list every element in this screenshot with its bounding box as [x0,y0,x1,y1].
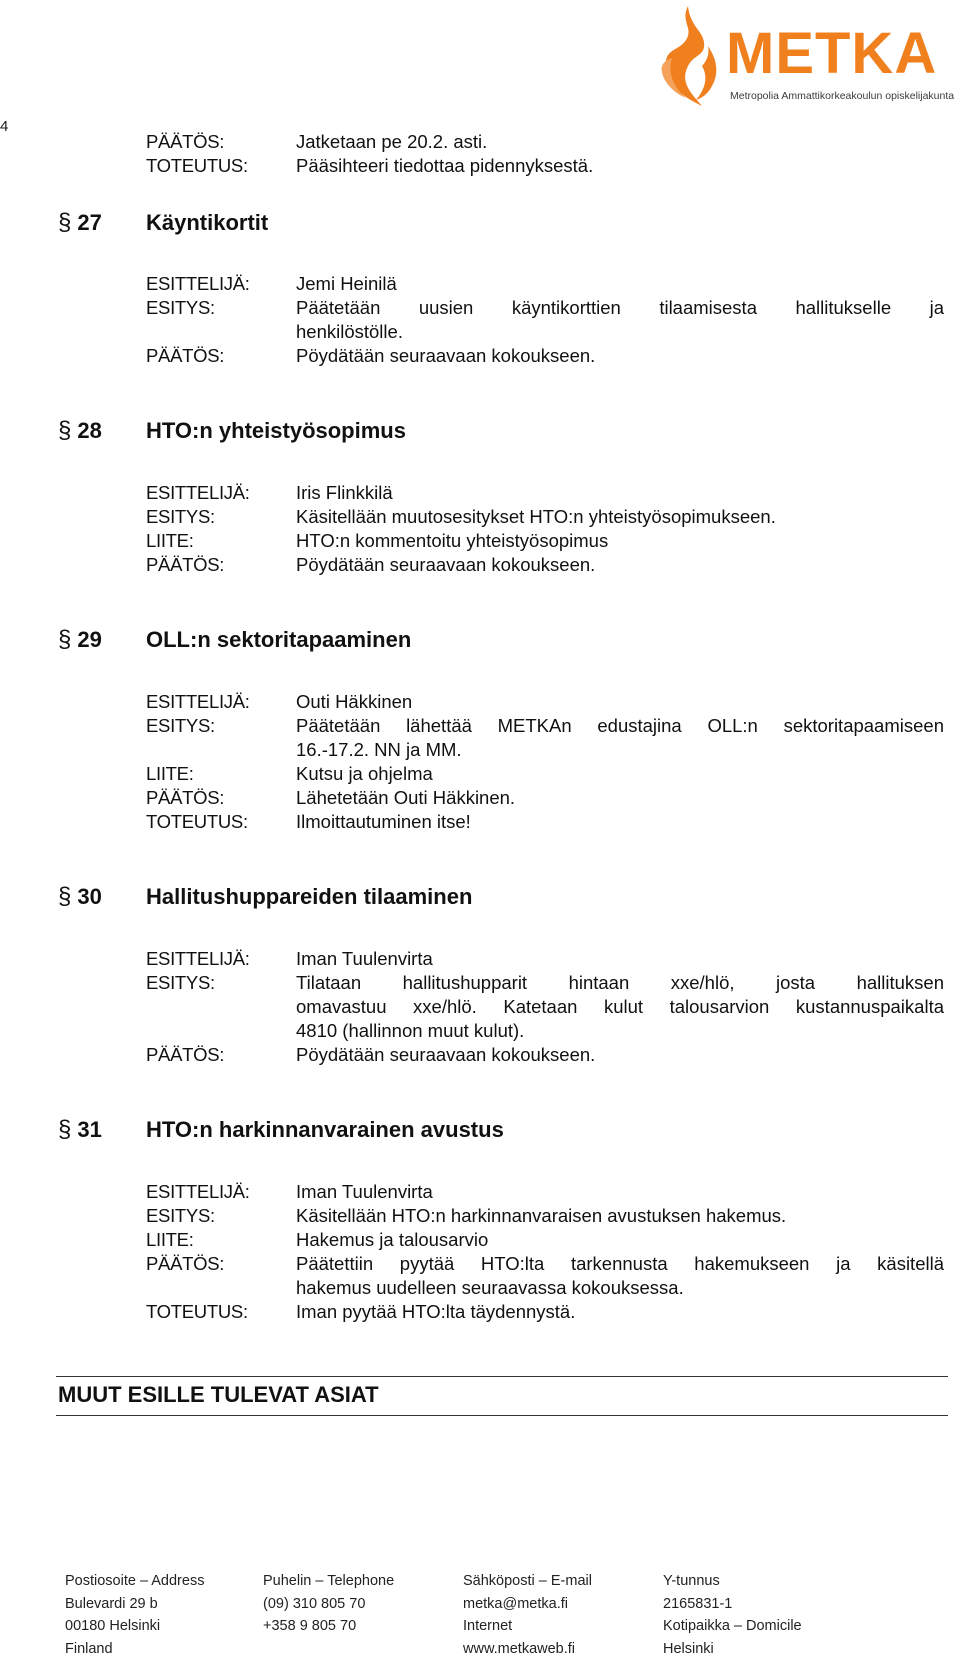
attachment-row [146,529,608,553]
field-label: TOTEUTUS: [146,155,248,176]
field-value: Pääsihteeri tiedottaa pidennyksestä. [296,155,594,176]
section-title: Hallitushuppareiden tilaaminen [146,884,473,909]
field-label: ESITTELIJÄ: [146,948,250,969]
decision-row [146,1252,944,1276]
field-value-continuation: omavastuu xxe/hlö. Katetaan kulut talousarvion kustannuspaikalta [296,996,944,1017]
section-symbol: § [58,1116,72,1143]
proposal-row [146,505,776,529]
field-value: Iman Tuulenvirta [296,1181,433,1202]
field-label: PÄÄTÖS: [146,1044,225,1065]
footer-text: Puhelin – Telephone [263,1573,395,1589]
proposal-row [146,296,944,320]
presenter-row [146,1180,433,1204]
field-label: ESITTELIJÄ: [146,1181,250,1202]
section-title: OLL:n sektoritapaaminen [146,627,412,652]
proposal-row [146,971,944,995]
footer-text: (09) 310 805 70 [263,1595,366,1612]
field-value: Pöydätään seuraavaan kokoukseen. [296,345,596,366]
section-number: 31 [77,1117,102,1142]
proposal-row [146,1204,786,1228]
field-label: LIITE: [146,763,194,784]
section-title: HTO:n harkinnanvarainen avustus [146,1117,504,1142]
field-label: LIITE: [146,530,194,551]
footer-text: Internet [463,1618,513,1634]
field-value-continuation: 16.-17.2. NN ja MM. [296,739,462,760]
presenter-row [146,690,412,714]
footer-address [65,1570,204,1660]
presenter-row [146,947,433,971]
footer-text: 00180 Helsinki [65,1618,161,1634]
footer-business-id [663,1570,802,1660]
field-value: Kutsu ja ohjelma [296,763,433,784]
footer-text: Finland [65,1640,113,1657]
implementation-row [146,1300,575,1324]
field-label: PÄÄTÖS: [146,1253,225,1274]
footer-text: Bulevardi 29 b [65,1595,158,1612]
decision-row [146,786,515,810]
logo-wordmark: METKA [726,21,938,86]
field-label: ESITTELIJÄ: [146,273,250,294]
footer-text: +358 9 805 70 [263,1618,357,1634]
implementation-row [146,810,471,834]
field-value: Jemi Heinilä [296,273,397,294]
metka-logo [650,2,960,114]
field-label: ESITYS: [146,972,215,993]
section-heading [58,1115,504,1145]
decision-row [146,344,595,368]
section-symbol: § [58,883,72,910]
flame-icon [650,2,730,112]
section-heading [58,625,411,655]
section-title: Käyntikortit [146,210,269,235]
attachment-row [146,762,433,786]
field-value: Jatketaan pe 20.2. asti. [296,131,488,152]
field-value-continuation: 4810 (hallinnon muut kulut). [296,1020,525,1041]
field-value: Päätetään uusien käyntikorttien tilaamisesta hallitukselle ja [296,297,944,318]
field-value: Käsitellään HTO:n harkinnanvaraisen avustuksen hakemus. [296,1205,787,1226]
field-value: Pöydätään seuraavaan kokoukseen. [296,554,596,575]
footer-text: Kotipaikka – Domicile [663,1618,802,1634]
footer-text: Helsinki [663,1640,714,1657]
field-value: Iman Tuulenvirta [296,948,433,969]
field-label: PÄÄTÖS: [146,787,225,808]
footer-text: Sähköposti – E-mail [463,1573,592,1589]
field-label: ESITYS: [146,506,215,527]
field-label: ESITTELIJÄ: [146,482,250,503]
proposal-row [146,714,944,738]
section-number: 28 [77,418,102,443]
field-label: ESITYS: [146,1205,215,1226]
field-label: LIITE: [146,1229,194,1250]
field-label: PÄÄTÖS: [146,131,225,152]
field-value-continuation: henkilöstölle. [296,321,403,342]
implementation-row [146,154,593,178]
field-value: Tilataan hallitushupparit hintaan xxe/hlö, josta hallituksen [296,972,944,993]
section-number: 29 [77,627,102,652]
section-number: 30 [77,884,102,909]
logo-tagline: Metropolia Ammattikorkeakoulun opiskelijakunta [730,90,955,102]
field-value-continuation: hakemus uudelleen seuraavassa kokouksessa. [296,1277,684,1298]
footer-text: 2165831-1 [663,1595,733,1612]
footer-text: Y-tunnus [663,1573,720,1589]
other-matters-heading: MUUT ESILLE TULEVAT ASIAT [58,1382,379,1407]
field-value: Hakemus ja talousarvio [296,1229,489,1250]
footer-telephone [263,1570,394,1638]
decision-row [146,553,595,577]
divider-top [56,1376,948,1377]
field-value: Pöydätään seuraavaan kokoukseen. [296,1044,596,1065]
field-label: TOTEUTUS: [146,1301,248,1322]
footer-text[interactable]: www.metkaweb.fi [463,1640,576,1657]
field-label: PÄÄTÖS: [146,554,225,575]
field-label: TOTEUTUS: [146,811,248,832]
section-heading [58,416,406,446]
field-value: Päätetään lähettää METKAn edustajina OLL:n sektoritapaamiseen [296,715,944,736]
field-label: ESITYS: [146,297,215,318]
section-heading [58,208,268,238]
field-value: Outi Häkkinen [296,691,413,712]
section-title: HTO:n yhteistyösopimus [146,418,406,443]
divider-bottom [56,1415,948,1416]
section-symbol: § [58,417,72,444]
field-label: ESITTELIJÄ: [146,691,250,712]
field-value: Käsitellään muutosesitykset HTO:n yhteistyösopimukseen. [296,506,776,527]
section-heading [58,882,472,912]
field-label: ESITYS: [146,715,215,736]
field-value: Lähetetään Outi Häkkinen. [296,787,516,808]
footer-email [463,1570,592,1660]
section-number: 27 [77,210,102,235]
presenter-row [146,481,393,505]
section-symbol: § [58,626,72,653]
presenter-row [146,272,397,296]
footer-text[interactable]: metka@metka.fi [463,1595,568,1612]
field-value: HTO:n kommentoitu yhteistyösopimus [296,530,609,551]
decision-row [146,130,487,154]
attachment-row [146,1228,488,1252]
footer-text: Postiosoite – Address [65,1573,205,1589]
field-value: Ilmoittautuminen itse! [296,811,471,832]
section-symbol: § [58,209,72,236]
field-label: PÄÄTÖS: [146,345,225,366]
page-number: 4 [0,118,9,135]
field-value: Iris Flinkkilä [296,482,393,503]
field-value: Päätettiin pyytää HTO:lta tarkennusta hakemukseen ja käsitellä [296,1253,944,1274]
decision-row [146,1043,595,1067]
field-value: Iman pyytää HTO:lta täydennystä. [296,1301,576,1322]
